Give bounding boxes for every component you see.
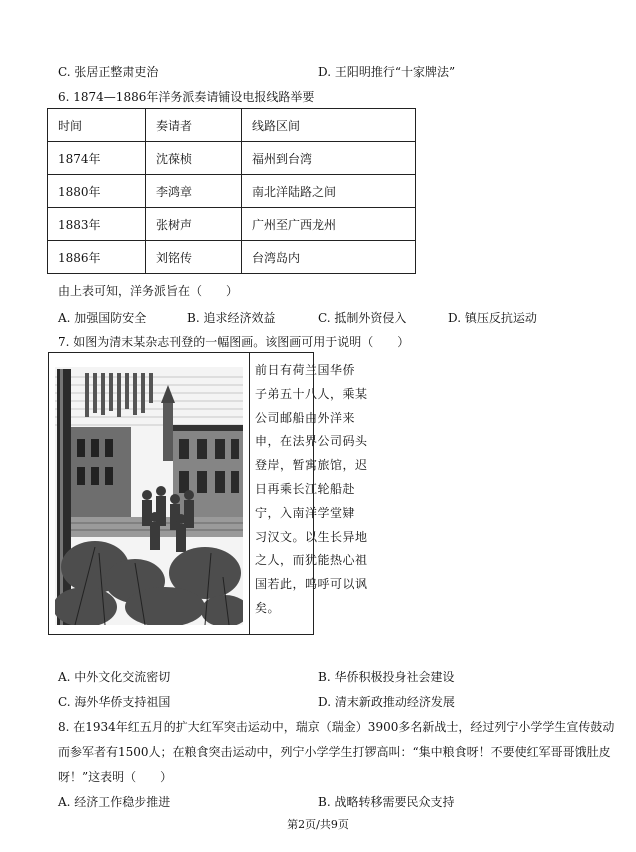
table-cell: 台湾岛内 xyxy=(242,241,416,274)
table-cell: 1874年 xyxy=(48,142,146,175)
caption-line: 公司邮船由外洋来 xyxy=(255,410,356,425)
q7-figure xyxy=(48,352,368,635)
q8-stem-line: 呀！”这表明（ ） xyxy=(58,770,173,784)
q6-stem: 由上表可知，洋务派旨在（ ） xyxy=(58,284,239,298)
caption-line: 子弟五十八人，乘某 xyxy=(255,386,368,401)
q7-option-d: D. 清末新政推动经济发展 xyxy=(318,695,455,709)
q8-stem-line: 8. 在1934年红五月的扩大红军突击运动中，瑞京（瑞金）3900多名新战士，经过列宁小学学生宣传鼓动 xyxy=(58,720,615,734)
newspaper-illustration xyxy=(55,367,243,625)
q5-option-c: C. 张居正整肃吏治 xyxy=(58,65,159,79)
table-row xyxy=(48,142,416,175)
q6-title: 6. 1874—1886年洋务派奏请铺设电报线路举要 xyxy=(58,90,315,104)
table-cell: 1880年 xyxy=(48,175,146,208)
page-number: 第2页/共9页 xyxy=(287,818,349,831)
table-row xyxy=(48,208,416,241)
table-cell: 张树声 xyxy=(146,208,242,241)
q6-option-c: C. 抵制外资侵入 xyxy=(318,311,407,325)
q5-option-d: D. 王阳明推行“十家牌法” xyxy=(318,65,456,79)
table-cell: 南北洋陆路之间 xyxy=(242,175,416,208)
table-row xyxy=(48,241,416,274)
table-header: 时间 xyxy=(48,109,146,142)
table-cell: 刘铭传 xyxy=(146,241,242,274)
q6-option-b: B. 追求经济效益 xyxy=(187,311,276,325)
q7-stem: 7. 如图为清末某杂志刊登的一幅图画。该图画可用于说明（ ） xyxy=(58,335,410,349)
table-cell: 广州至广西龙州 xyxy=(242,208,416,241)
caption-line: 前日有荷兰国华侨 xyxy=(255,363,356,377)
table-cell: 李鸿章 xyxy=(146,175,242,208)
q8-option-a: A. 经济工作稳步推进 xyxy=(58,795,171,809)
q6-option-d: D. 镇压反抗运动 xyxy=(448,311,537,325)
caption-line: 日再乘长江轮船赴 xyxy=(255,481,356,496)
q7-option-c: C. 海外华侨支持祖国 xyxy=(58,695,171,709)
caption-line: 宁，入南洋学堂肄 xyxy=(255,505,356,520)
caption-line: 矣。 xyxy=(255,600,281,615)
caption-line: 登岸，暂寓旅馆，迟 xyxy=(255,458,368,473)
figure-caption xyxy=(255,359,368,621)
table-header-row xyxy=(48,109,416,142)
q7-option-b: B. 华侨积极投身社会建设 xyxy=(318,670,455,684)
caption-line: 习汉文。以生长异地 xyxy=(255,529,368,544)
telegraph-table xyxy=(47,108,416,274)
q6-option-a: A. 加强国防安全 xyxy=(58,311,147,325)
table-header: 线路区间 xyxy=(242,109,416,142)
figure-divider xyxy=(249,353,250,634)
q8-stem-line: 而参军者有1500人；在粮食突击运动中，列宁小学学生打锣高叫：“集中粮食呀！不要使红军哥哥饿肚皮 xyxy=(58,745,611,759)
table-cell: 沈葆桢 xyxy=(146,142,242,175)
table-cell: 1883年 xyxy=(48,208,146,241)
caption-line: 国若此，呜呼可以讽 xyxy=(255,577,368,592)
table-cell: 1886年 xyxy=(48,241,146,274)
table-cell: 福州到台湾 xyxy=(242,142,416,175)
table-header: 奏请者 xyxy=(146,109,242,142)
table-row xyxy=(48,175,416,208)
q8-option-b: B. 战略转移需要民众支持 xyxy=(318,795,455,809)
caption-line: 申，在法界公司码头 xyxy=(255,434,368,449)
caption-line: 之人，而犹能热心祖 xyxy=(255,553,368,568)
q7-option-a: A. 中外文化交流密切 xyxy=(58,670,171,684)
